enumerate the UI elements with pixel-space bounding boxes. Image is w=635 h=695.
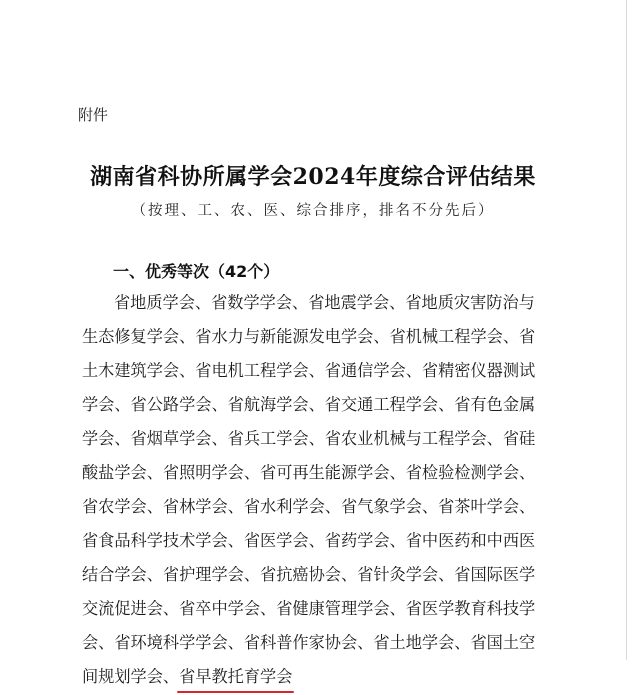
body-line: 土木建筑学会、省电机工程学会、省通信学会、省精密仪器测试 bbox=[82, 361, 536, 380]
document-subtitle: （按理、工、农、医、综合排序，排名不分先后） bbox=[131, 203, 495, 219]
highlighted-society-text: 省早教托育学会 bbox=[179, 667, 293, 686]
section-body bbox=[82, 286, 552, 694]
body-line: 生态修复学会、省水力与新能源发电学会、省机械工程学会、省 bbox=[82, 327, 536, 346]
attachment-label: 附件 bbox=[78, 106, 109, 124]
body-line: 交流促进会、省卒中学会、省健康管理学会、省医学教育科技学 bbox=[82, 599, 536, 618]
section-heading: 一、优秀等次（42个） bbox=[113, 262, 280, 281]
body-line: 省地质学会、省数学学会、省地震学会、省地质灾害防治与 bbox=[114, 293, 535, 312]
body-line: 省食品科学技术学会、省医学会、省药学会、省中医药和中西医 bbox=[82, 531, 536, 550]
last-line-prefix: 间规划学会、 bbox=[82, 667, 180, 686]
body-line: 学会、省烟草学会、省兵工学会、省农业机械与工程学会、省硅 bbox=[82, 429, 536, 448]
body-line: 会、省环境科学学会、省科普作家协会、省土地学会、省国土空 bbox=[82, 633, 536, 652]
highlighted-society bbox=[179, 660, 292, 695]
body-line: 学会、省公路学会、省航海学会、省交通工程学会、省有色金属 bbox=[82, 395, 536, 414]
body-line: 结合学会、省护理学会、省抗癌协会、省针灸学会、省国际医学 bbox=[82, 565, 536, 584]
body-line-last bbox=[82, 660, 552, 694]
page-edge-divider bbox=[626, 0, 627, 660]
body-line: 酸盐学会、省照明学会、省可再生能源学会、省检验检测学会、 bbox=[82, 463, 536, 482]
body-line: 省农学会、省林学会、省水利学会、省气象学会、省茶叶学会、 bbox=[82, 497, 536, 516]
red-underline-annotation bbox=[177, 691, 294, 693]
document-title: 湖南省科协所属学会2024年度综合评估结果 bbox=[90, 164, 536, 190]
